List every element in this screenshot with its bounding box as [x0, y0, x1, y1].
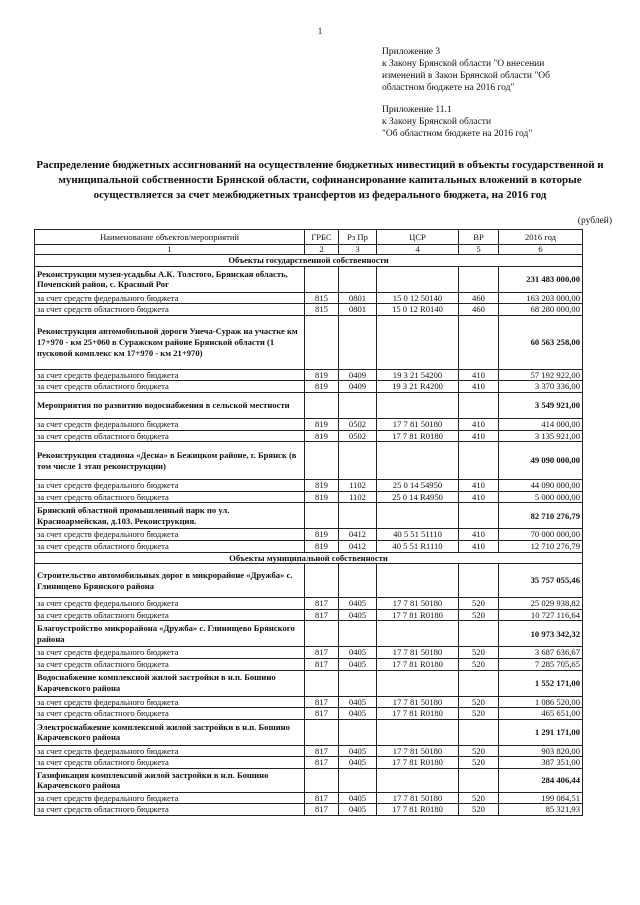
column-number: 2 [305, 245, 339, 255]
grbs-cell: 817 [305, 598, 339, 610]
funding-row [35, 647, 583, 659]
amount-cell: 44 090 000,00 [499, 480, 583, 492]
csr-cell [377, 442, 459, 480]
appendix-line: Приложение 3 [382, 47, 441, 57]
vr-cell [459, 564, 499, 598]
column-number: 5 [459, 245, 499, 255]
amount-cell: 7 285 705,65 [499, 658, 583, 670]
vr-cell: 520 [459, 804, 499, 816]
grbs-cell: 819 [305, 430, 339, 442]
object-name: Водоснабжение комплексной жилой застройки в н.п. Бошино Карачевского района [35, 670, 305, 696]
funding-row [35, 804, 583, 816]
appendix-line: изменений в Закон Брянской области "Об [382, 71, 550, 81]
vr-cell: 520 [459, 609, 499, 621]
appendix-line: Приложение 11.1 [382, 105, 452, 115]
amount-cell: 85 321,93 [499, 804, 583, 816]
amount-cell: 57 192 922,00 [499, 369, 583, 381]
rzpr-cell: 0405 [339, 647, 377, 659]
section-header-row [35, 255, 583, 267]
csr-cell: 17 7 81 50180 [377, 647, 459, 659]
amount-cell: 3 370 336,00 [499, 381, 583, 393]
section-header-row [35, 552, 583, 564]
vr-cell: 520 [459, 658, 499, 670]
csr-cell: 17 7 81 50180 [377, 745, 459, 757]
amount-cell: 199 084,51 [499, 792, 583, 804]
rzpr-cell: 0801 [339, 292, 377, 304]
funding-source: за счет средств федерального бюджета [35, 418, 305, 430]
rzpr-cell: 0502 [339, 430, 377, 442]
table-header-row [35, 230, 583, 245]
rzpr-cell [339, 442, 377, 480]
csr-cell: 25 0 14 54950 [377, 480, 459, 492]
csr-cell: 17 7 81 50180 [377, 792, 459, 804]
budget-table [34, 229, 583, 816]
table-body [35, 255, 583, 816]
rzpr-cell: 1102 [339, 491, 377, 503]
grbs-cell: 819 [305, 529, 339, 541]
funding-source: за счет средств областного бюджета [35, 540, 305, 552]
vr-cell: 460 [459, 292, 499, 304]
vr-cell [459, 719, 499, 745]
funding-source: за счет средств областного бюджета [35, 430, 305, 442]
funding-row [35, 658, 583, 670]
grbs-cell [305, 564, 339, 598]
vr-cell [459, 442, 499, 480]
grbs-cell: 817 [305, 658, 339, 670]
appendix-line: к Закону Брянской области "О внесении [382, 59, 545, 69]
vr-cell: 520 [459, 598, 499, 610]
rzpr-cell: 0405 [339, 696, 377, 708]
csr-cell: 17 7 81 R0180 [377, 609, 459, 621]
funding-source: за счет средств областного бюджета [35, 491, 305, 503]
amount-cell: 3 135 921,00 [499, 430, 583, 442]
rzpr-cell [339, 266, 377, 292]
header-csr: ЦСР [377, 230, 459, 245]
grbs-cell: 819 [305, 381, 339, 393]
vr-cell [459, 266, 499, 292]
rzpr-cell: 0412 [339, 540, 377, 552]
column-number: 4 [377, 245, 459, 255]
object-row [35, 564, 583, 598]
funding-row [35, 292, 583, 304]
object-name: Благоустройство микрорайона «Дружба» с. Глинищево Брянского района [35, 621, 305, 647]
funding-row [35, 708, 583, 720]
object-name: Электроснабжение комплексной жилой застройки в н.п. Бошино Карачевского района [35, 719, 305, 745]
funding-source: за счет средств областного бюджета [35, 609, 305, 621]
section-title: Объекты муниципальной собственности [35, 552, 583, 564]
rzpr-cell: 0405 [339, 658, 377, 670]
object-name: Реконструкция музея-усадьбы А.К. Толстого, Брянская область, Почепский район, с. Красный Рог [35, 266, 305, 292]
column-number: 6 [499, 245, 583, 255]
object-name: Брянский областной промышленный парк по ул. Красноармейская, д.103. Реконструкция. [35, 503, 305, 529]
amount-cell: 1 086 520,00 [499, 696, 583, 708]
csr-cell [377, 768, 459, 792]
csr-cell: 17 7 81 50180 [377, 418, 459, 430]
funding-source: за счет средств областного бюджета [35, 757, 305, 769]
grbs-cell [305, 315, 339, 369]
grbs-cell: 819 [305, 540, 339, 552]
header-name: Наименование объектов/мероприятий [35, 230, 305, 245]
funding-row [35, 418, 583, 430]
rzpr-cell: 0409 [339, 381, 377, 393]
csr-cell: 40 5 51 R1110 [377, 540, 459, 552]
grbs-cell: 819 [305, 369, 339, 381]
header-grbs: ГРБС [305, 230, 339, 245]
funding-source: за счет средств областного бюджета [35, 304, 305, 316]
object-row [35, 670, 583, 696]
appendix-header [382, 46, 622, 140]
funding-source: за счет средств областного бюджета [35, 708, 305, 720]
vr-cell: 410 [459, 480, 499, 492]
rzpr-cell [339, 503, 377, 529]
vr-cell: 410 [459, 418, 499, 430]
object-total: 49 090 000,00 [499, 442, 583, 480]
vr-cell: 410 [459, 430, 499, 442]
appendix-line: "Об областном бюджете на 2016 год" [382, 129, 533, 139]
object-name: Реконструкция автомобильной дороги Унеча-Сураж на участке км 17+970 - км 25+060 в Суражском районе Брянской области (1 пусковой комплекс км 17+970 - км 21+970) [35, 315, 305, 369]
object-total: 284 406,44 [499, 768, 583, 792]
grbs-cell [305, 719, 339, 745]
funding-row [35, 792, 583, 804]
grbs-cell: 817 [305, 609, 339, 621]
rzpr-cell: 0405 [339, 792, 377, 804]
object-total: 10 973 342,32 [499, 621, 583, 647]
grbs-cell: 817 [305, 792, 339, 804]
amount-cell: 163 203 000,00 [499, 292, 583, 304]
csr-cell: 17 7 81 R0180 [377, 708, 459, 720]
rzpr-cell: 0801 [339, 304, 377, 316]
object-total: 1 552 171,00 [499, 670, 583, 696]
funding-source: за счет средств федерального бюджета [35, 369, 305, 381]
units-label: (рублей) [577, 216, 612, 226]
rzpr-cell [339, 315, 377, 369]
grbs-cell: 817 [305, 745, 339, 757]
rzpr-cell: 0405 [339, 745, 377, 757]
grbs-cell [305, 266, 339, 292]
funding-row [35, 757, 583, 769]
funding-source: за счет средств областного бюджета [35, 804, 305, 816]
csr-cell: 15 0 12 R0140 [377, 304, 459, 316]
csr-cell: 25 0 14 R4950 [377, 491, 459, 503]
grbs-cell: 817 [305, 804, 339, 816]
grbs-cell [305, 503, 339, 529]
grbs-cell [305, 670, 339, 696]
vr-cell [459, 621, 499, 647]
rzpr-cell [339, 621, 377, 647]
header-rzpr: Рз Пр [339, 230, 377, 245]
grbs-cell: 817 [305, 708, 339, 720]
csr-cell: 17 7 81 50180 [377, 598, 459, 610]
rzpr-cell: 0405 [339, 708, 377, 720]
funding-row [35, 598, 583, 610]
funding-source: за счет средств федерального бюджета [35, 598, 305, 610]
grbs-cell: 817 [305, 757, 339, 769]
amount-cell: 903 820,00 [499, 745, 583, 757]
vr-cell: 520 [459, 647, 499, 659]
funding-source: за счет средств федерального бюджета [35, 745, 305, 757]
funding-row [35, 609, 583, 621]
rzpr-cell [339, 768, 377, 792]
rzpr-cell [339, 392, 377, 418]
section-title: Объекты государственной собственности [35, 255, 583, 267]
funding-row [35, 529, 583, 541]
csr-cell: 19 3 21 54200 [377, 369, 459, 381]
funding-source: за счет средств федерального бюджета [35, 792, 305, 804]
csr-cell: 17 7 81 50180 [377, 696, 459, 708]
funding-source: за счет средств федерального бюджета [35, 292, 305, 304]
csr-cell: 17 7 81 R0180 [377, 804, 459, 816]
object-total: 60 563 258,00 [499, 315, 583, 369]
appendix-line: к Закону Брянской области [382, 117, 492, 127]
object-name: Мероприятия по развитию водоснабжения в сельской местности [35, 392, 305, 418]
csr-cell: 15 0 12 50140 [377, 292, 459, 304]
vr-cell: 410 [459, 491, 499, 503]
vr-cell: 520 [459, 745, 499, 757]
grbs-cell: 815 [305, 304, 339, 316]
object-name: Строительство автомобильных дорог в микрорайоне «Дружба» с. Глинищево Брянского района [35, 564, 305, 598]
amount-cell: 387 351,00 [499, 757, 583, 769]
amount-cell: 68 280 000,00 [499, 304, 583, 316]
csr-cell: 17 7 81 R0180 [377, 430, 459, 442]
csr-cell: 17 7 81 R0180 [377, 757, 459, 769]
vr-cell: 520 [459, 708, 499, 720]
vr-cell [459, 503, 499, 529]
page-number: 1 [317, 26, 323, 36]
funding-row [35, 540, 583, 552]
document-title: Распределение бюджетных ассигнований на осуществление бюджетных инвестиций в объекты государственной и муниципальной собственности Брянской области, софинансирование капитальных вложений в которые осуществляется за счет межбюджетных трансфертов из федерального бюджета, на 2016 год [36, 159, 604, 201]
grbs-cell: 819 [305, 480, 339, 492]
object-row [35, 315, 583, 369]
rzpr-cell: 1102 [339, 480, 377, 492]
funding-source: за счет средств областного бюджета [35, 658, 305, 670]
object-total: 1 291 171,00 [499, 719, 583, 745]
object-row [35, 266, 583, 292]
grbs-cell: 817 [305, 696, 339, 708]
csr-cell [377, 621, 459, 647]
grbs-cell: 815 [305, 292, 339, 304]
vr-cell [459, 768, 499, 792]
object-total: 3 549 921,00 [499, 392, 583, 418]
funding-row [35, 745, 583, 757]
rzpr-cell: 0405 [339, 609, 377, 621]
grbs-cell [305, 442, 339, 480]
object-row [35, 392, 583, 418]
funding-source: за счет средств федерального бюджета [35, 647, 305, 659]
object-total: 231 483 000,00 [499, 266, 583, 292]
vr-cell: 410 [459, 369, 499, 381]
csr-cell [377, 564, 459, 598]
column-number: 3 [339, 245, 377, 255]
grbs-cell [305, 621, 339, 647]
rzpr-cell: 0405 [339, 804, 377, 816]
vr-cell [459, 670, 499, 696]
vr-cell: 410 [459, 381, 499, 393]
vr-cell: 520 [459, 792, 499, 804]
funding-source: за счет средств федерального бюджета [35, 529, 305, 541]
vr-cell [459, 315, 499, 369]
table-column-numbers [35, 245, 583, 255]
grbs-cell [305, 768, 339, 792]
rzpr-cell: 0409 [339, 369, 377, 381]
object-row [35, 442, 583, 480]
object-row [35, 719, 583, 745]
rzpr-cell: 0412 [339, 529, 377, 541]
csr-cell [377, 503, 459, 529]
rzpr-cell [339, 670, 377, 696]
funding-source: за счет средств федерального бюджета [35, 696, 305, 708]
csr-cell: 19 3 21 R4200 [377, 381, 459, 393]
csr-cell: 40 5 51 51110 [377, 529, 459, 541]
header-vr: ВР [459, 230, 499, 245]
object-name: Газификация комплексной жилой застройки в н.п. Бошино Карачевского района [35, 768, 305, 792]
grbs-cell: 817 [305, 647, 339, 659]
funding-row [35, 696, 583, 708]
funding-row [35, 491, 583, 503]
amount-cell: 10 727 116,64 [499, 609, 583, 621]
object-name: Реконструкция стадиона «Десна» в Бежицком районе, г. Брянск (в том числе 1 этап реконструкции) [35, 442, 305, 480]
funding-row [35, 381, 583, 393]
csr-cell [377, 266, 459, 292]
funding-source: за счет средств областного бюджета [35, 381, 305, 393]
csr-cell [377, 315, 459, 369]
amount-cell: 414 000,00 [499, 418, 583, 430]
funding-row [35, 304, 583, 316]
vr-cell: 460 [459, 304, 499, 316]
header-year: 2016 год [499, 230, 583, 245]
amount-cell: 25 029 938,82 [499, 598, 583, 610]
funding-source: за счет средств федерального бюджета [35, 480, 305, 492]
csr-cell [377, 719, 459, 745]
rzpr-cell [339, 719, 377, 745]
funding-row [35, 369, 583, 381]
csr-cell [377, 670, 459, 696]
csr-cell [377, 392, 459, 418]
amount-cell: 12 710 276,79 [499, 540, 583, 552]
amount-cell: 5 000 000,00 [499, 491, 583, 503]
amount-cell: 465 651,00 [499, 708, 583, 720]
appendix-line: областном бюджете на 2016 год" [382, 83, 515, 93]
csr-cell: 17 7 81 R0180 [377, 658, 459, 670]
rzpr-cell [339, 564, 377, 598]
grbs-cell [305, 392, 339, 418]
vr-cell: 410 [459, 540, 499, 552]
funding-row [35, 480, 583, 492]
rzpr-cell: 0405 [339, 598, 377, 610]
funding-row [35, 430, 583, 442]
vr-cell: 410 [459, 529, 499, 541]
object-total: 35 757 055,46 [499, 564, 583, 598]
rzpr-cell: 0502 [339, 418, 377, 430]
grbs-cell: 819 [305, 491, 339, 503]
vr-cell [459, 392, 499, 418]
object-row [35, 768, 583, 792]
vr-cell: 520 [459, 696, 499, 708]
amount-cell: 70 000 000,00 [499, 529, 583, 541]
rzpr-cell: 0405 [339, 757, 377, 769]
amount-cell: 3 687 636,67 [499, 647, 583, 659]
column-number: 1 [35, 245, 305, 255]
vr-cell: 520 [459, 757, 499, 769]
grbs-cell: 819 [305, 418, 339, 430]
object-row [35, 621, 583, 647]
object-total: 82 710 276,79 [499, 503, 583, 529]
object-row [35, 503, 583, 529]
